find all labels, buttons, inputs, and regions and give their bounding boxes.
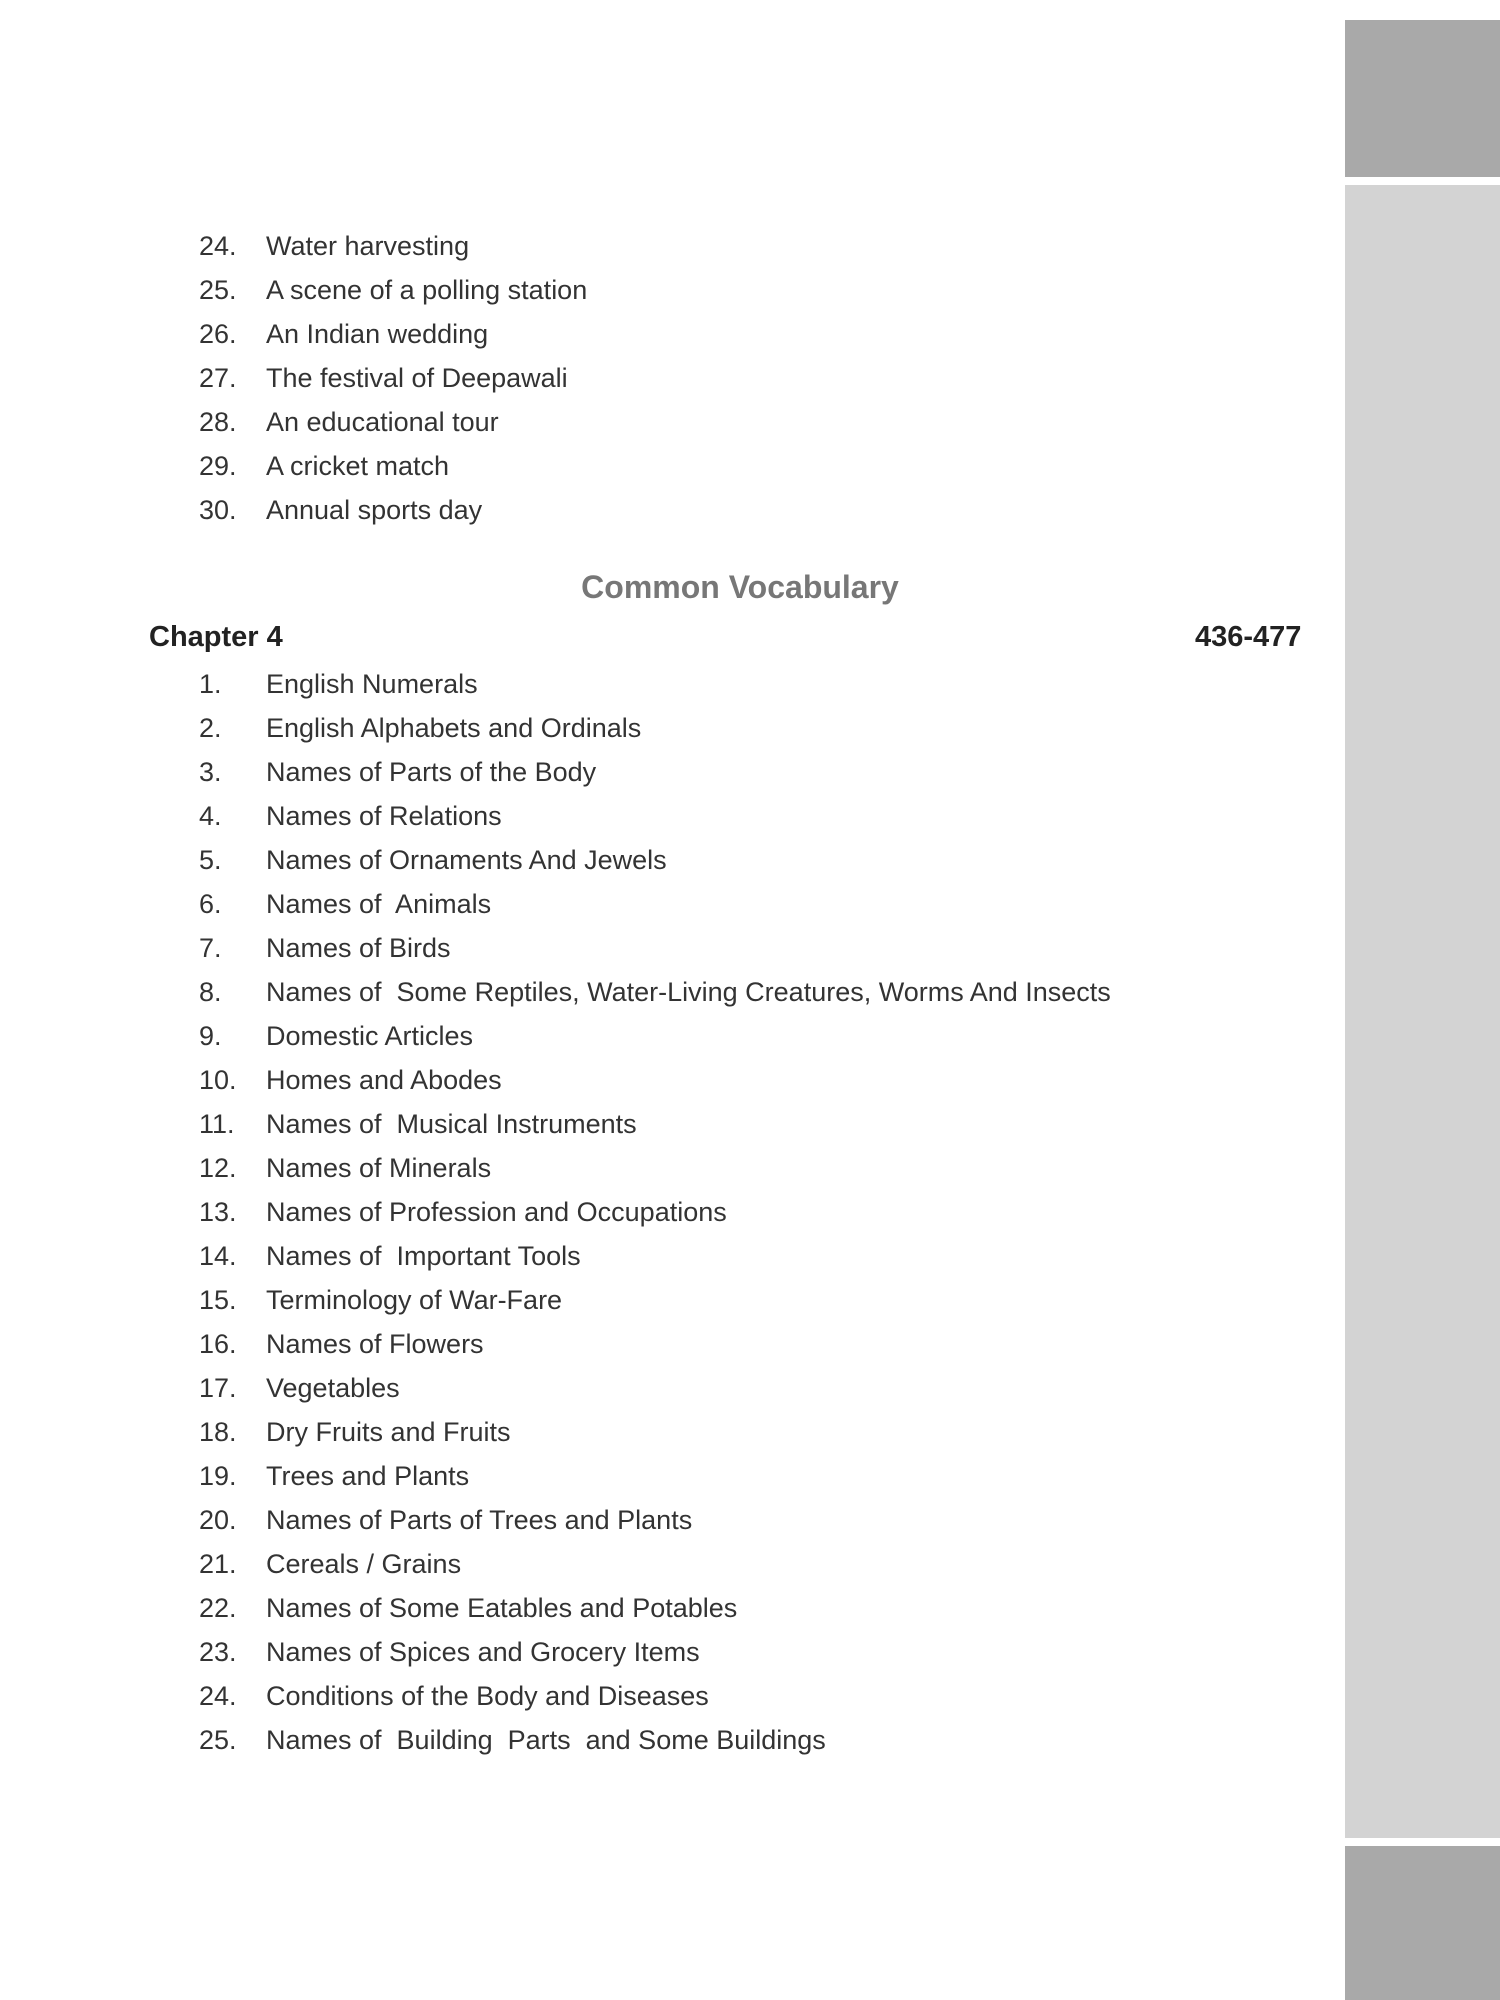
item-text: Water harvesting: [266, 231, 470, 261]
item-text: An Indian wedding: [266, 319, 489, 349]
item-text: A cricket match: [266, 451, 450, 481]
item-text: A scene of a polling station: [266, 275, 588, 305]
chapter-page-range: 436-477: [1195, 621, 1302, 653]
item-text: English Alphabets and Ordinals: [266, 713, 642, 743]
item-number: 19.: [199, 1461, 237, 1491]
item-text: An educational tour: [266, 407, 499, 437]
item-text: Terminology of War-Fare: [266, 1285, 563, 1315]
chapter-label: Chapter 4: [149, 621, 283, 653]
item-text: Names of Flowers: [266, 1329, 484, 1359]
item-text: Names of Ornaments And Jewels: [266, 845, 667, 875]
item-number: 3.: [199, 757, 222, 787]
item-text: Names of Relations: [266, 801, 502, 831]
item-text: Names of Spices and Grocery Items: [266, 1637, 700, 1667]
item-text: English Numerals: [266, 669, 478, 699]
item-number: 6.: [199, 889, 222, 919]
item-number: 17.: [199, 1373, 237, 1403]
item-number: 20.: [199, 1505, 237, 1535]
side-tab-bottom: [1345, 1846, 1500, 2000]
item-number: 16.: [199, 1329, 237, 1359]
item-number: 8.: [199, 977, 222, 1007]
item-number: 2.: [199, 713, 222, 743]
item-text: Names of Some Eatables and Potables: [266, 1593, 738, 1623]
item-text: Cereals / Grains: [266, 1549, 462, 1579]
item-number: 7.: [199, 933, 222, 963]
item-number: 4.: [199, 801, 222, 831]
item-text: Annual sports day: [266, 495, 483, 525]
item-number: 22.: [199, 1593, 237, 1623]
item-number: 24.: [199, 231, 237, 261]
item-number: 9.: [199, 1021, 222, 1051]
item-number: 25.: [199, 1725, 237, 1755]
item-text: Names of Birds: [266, 933, 451, 963]
item-number: 1.: [199, 669, 222, 699]
item-text: The festival of Deepawali: [266, 363, 568, 393]
item-number: 29.: [199, 451, 237, 481]
item-text: Dry Fruits and Fruits: [266, 1417, 511, 1447]
item-text: Names of Building Parts and Some Buildings: [266, 1725, 826, 1755]
item-text: Domestic Articles: [266, 1021, 474, 1051]
item-text: Names of Some Reptiles, Water-Living Creatures, Worms And Insects: [266, 977, 1111, 1007]
item-text: Names of Profession and Occupations: [266, 1197, 727, 1227]
item-number: 18.: [199, 1417, 237, 1447]
item-number: 23.: [199, 1637, 237, 1667]
item-number: 5.: [199, 845, 222, 875]
item-text: Trees and Plants: [266, 1461, 470, 1491]
item-number: 25.: [199, 275, 237, 305]
item-number: 30.: [199, 495, 237, 525]
item-number: 28.: [199, 407, 237, 437]
item-number: 13.: [199, 1197, 237, 1227]
item-number: 24.: [199, 1681, 237, 1711]
item-number: 11.: [199, 1109, 235, 1139]
item-number: 12.: [199, 1153, 237, 1183]
item-number: 14.: [199, 1241, 237, 1271]
item-text: Names of Minerals: [266, 1153, 492, 1183]
item-text: Names of Musical Instruments: [266, 1109, 637, 1139]
item-text: Vegetables: [266, 1373, 400, 1403]
item-text: Names of Important Tools: [266, 1241, 581, 1271]
item-number: 27.: [199, 363, 237, 393]
side-tab-top: [1345, 20, 1500, 177]
item-text: Homes and Abodes: [266, 1065, 502, 1095]
section-title: Common Vocabulary: [581, 569, 899, 605]
item-text: Names of Parts of the Body: [266, 757, 597, 787]
item-text: Names of Parts of Trees and Plants: [266, 1505, 693, 1535]
item-number: 26.: [199, 319, 237, 349]
item-number: 10.: [199, 1065, 237, 1095]
item-number: 15.: [199, 1285, 237, 1315]
item-text: Names of Animals: [266, 889, 492, 919]
item-number: 21.: [199, 1549, 237, 1579]
item-text: Conditions of the Body and Diseases: [266, 1681, 709, 1711]
side-tab-middle: [1345, 185, 1500, 1838]
